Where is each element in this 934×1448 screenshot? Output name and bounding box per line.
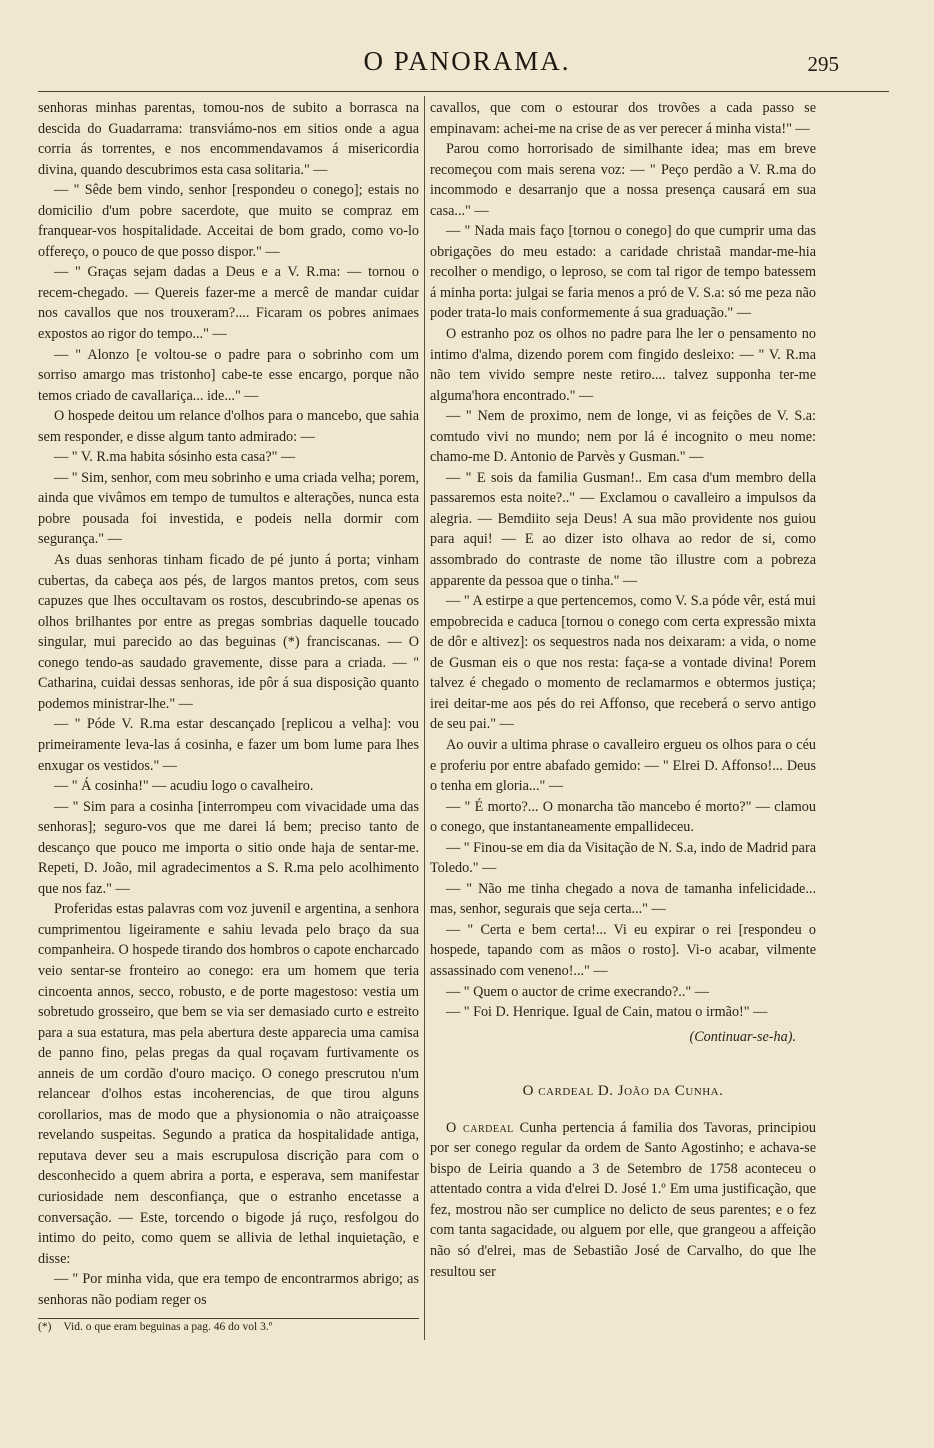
paragraph: — " Alonzo [e voltou-se o padre para o sobrinho com um sorriso amargo mas tristonho] cabe-te esse encargo, porque não temos criado de cavallariça... ide..." — — [38, 346, 419, 404]
paragraph: cavallos, que com o estourar dos trovões a cada passo se empinavam: achei-me na crise de as ver perecer á minha vista!" — — [430, 100, 816, 137]
paragraph: O estranho poz os olhos no padre para lhe ler o pensamento no intimo d'alma, dizendo porem com fingido desleixo: — " V. R.ma não tem vivido sempre neste retiro.... talvez supponha ter-me alguma'hora encontrado." — — [430, 326, 816, 404]
paragraph: — " Quem o auctor de crime execrando?.." — — [446, 983, 709, 1000]
paragraph: — " A estirpe a que pertencemos, como V. S.a póde vêr, está mui empobrecida e caduca [tornou o conego com certa expressão mixta de dôr e altivez]: os sequestros nada nos deixaram: a vida, o nome de Gusman eis o que nos resta: faça-se a vontade divina! Porem talvez é chegado o momento de reclamarmos e obtermos justiça; irei deitar-me aos pés do rei Affonso, que receberá o servo antigo de seu pai." — — [430, 593, 816, 733]
article-title-prefix: O cardeal — [522, 1083, 594, 1100]
paragraph: — " V. R.ma habita sósinho esta casa?" — — [54, 449, 296, 466]
left-column — [38, 98, 419, 1310]
footnote-mark: (*) — [38, 1321, 52, 1333]
paragraph: Ao ouvir a ultima phrase o cavalleiro ergueu os olhos para o céu e proferiu por entre abafado gemido: — " Elrei D. Affonso!... Deus o tenha em gloria..." — — [430, 736, 816, 795]
page-number: 295 — [807, 52, 839, 76]
paragraph: — " Não me tinha chegado a nova de tamanha infelicidade... mas, senhor, segurais que seja certa..." — — [430, 880, 816, 918]
article-paragraph — [430, 1118, 816, 1282]
paragraph: — " Por minha vida, que era tempo de encontrarmos abrigo; as senhoras não podiam reger os — [38, 1271, 419, 1308]
paragraph: — " Sim, senhor, com meu sobrinho e uma criada velha; porem, ainda que vivâmos em tempo de tumultos e alterações, nunca esta pobre pousada foi investida, e podeis nella dormir com segurança." — — [38, 469, 419, 548]
paragraph: Proferidas estas palavras com voz juvenil e argentina, a senhora cumprimentou ligeiramente e sahiu levada pelo braço da sua companheira. O hospede tirando dos hombros o capote encharcado veio sentar-se fronteiro ao conego: era um homem que teria cincoenta annos, secco, robusto, e de porte magestoso: vestia um sobretudo grosseiro, que bem se via ser demasiado curto e estreito para a sua estatura, mas pela abertura deste apparecia uma camisa de panno fino, pelas pregas da qual roçavam furtivamente os anneis de um cordão d'ouro maciço. O conego prescrutou n'um relancear d'olhos estas incoherencias, de que tirou alguns corollarios, mas de modo que a physionomia o não atraiçoasse revelando suspeitas. Segundo a pratica da hospitalidade antiga, reputava dever seu a mais escrupulosa discrição para com o desconhecido a quem abrira a porta, e esperava, sem manifestar curiosidade nem desconfiança, que o estranho encetasse a conversação. — Este, torcendo o bigode já ruço, resfolgou do intimo do peito, como quem se allivia de lethal inquietação, e disse: — [38, 901, 419, 1267]
article-title-name: D. João da Cunha. — [597, 1083, 724, 1100]
paragraph: — " Nem de proximo, nem de longe, vi as feições de V. S.a: comtudo vivi no mundo; nem por lá é incognito o meu nome: chamo-me D. Antonio de Parvès y Gusman." — — [430, 408, 816, 466]
right-column — [430, 98, 816, 1282]
paragraph: — " Sim para a cosinha [interrompeu com vivacidade uma das senhoras]; seguro-vos que me darei lá bem; preciso tanto de descanço que pouco me importa o sitio onde haja de sentar-me. Repeti, D. João, mil agradecimentos a S. R.ma pelo acolhimento que nos faz." — — [38, 798, 419, 897]
article-title — [430, 1081, 816, 1102]
paragraph: — " Nada mais faço [tornou o conego] do que cumprir uma das obrigações do meu estado: a caridade christaã mandar-me-hia recolher o mendigo, o leproso, se com tal rigor de tempo batessem á minha porta: julgai se faria menos a pró de V. S.a: só me peza não poder trata-lo mais conformemente á sua graduação." — — [430, 223, 816, 322]
paragraph: — " Á cosinha!" — acudiu logo o cavalheiro. — [54, 778, 314, 795]
footnote-text: Vid. o que eram beguinas a pag. 46 do vol 3.º — [63, 1321, 273, 1333]
continuation-note: (Continuar-se-ha). — [689, 1028, 796, 1045]
paragraph: — " E sois da familia Gusman!.. Em casa d'um membro della passaremos esta noite?.." — Exclamou o cavalleiro a impulsos da alegria. — Bemdiito seja Deus! A sua mão providente nos guiou para aqui! — E ao dizer isto olhava ao redor de si, como assombrado do contraste de nome tão illustre com a pobreza apparente da pessoa que o tinha." — — [430, 469, 816, 589]
article-intro: O cardeal — [446, 1119, 514, 1136]
column-divider — [424, 96, 425, 1340]
header-rule — [38, 91, 889, 92]
paragraph: senhoras minhas parentas, tomou-nos de subito a borrasca na descida do Guadarrama: transviámo-nos em sitios onde a agua corria ás torrentes, e nos encommendavamos á misericordia divina, quando descubrimos esta casa solitaria." — — [38, 100, 419, 178]
paragraph: — " Sêde bem vindo, senhor [respondeu o conego]; estais no domicilio d'um pobre sacerdote, que muito se compraz em franquear-vos hospitalidade. Acceitai de bom grado, como vo-lo offereço, o pouco de que posso dispor." — — [38, 182, 419, 260]
paragraph: O hospede deitou um relance d'olhos para o mancebo, que sahia sem responder, e disse algum tanto admirado: — — [38, 408, 419, 445]
paragraph: — " É morto?... O monarcha tão mancebo é morto?" — clamou o conego, que instantaneamente empallideceu. — [430, 798, 816, 836]
paragraph: — " Póde V. R.ma estar descançado [replicou a velha]: vou primeiramente leva-las á cosinha, e fazer um bom lume para lhes enxugar os vestidos." — — [38, 716, 419, 774]
paragraph: — " Graças sejam dadas a Deus e a V. R.ma: — tornou o recem-chegado. — Quereis fazer-me a mercê de mandar cuidar nos cavallos que nos trouxeram?.... Ficaram os pobres animaes expostos ao rigor do tempo..." — — [38, 264, 419, 343]
paragraph: As duas senhoras tinham ficado de pé junto á porta; vinham cubertas, da cabeça aos pés, de largos mantos pretos, com seus capuzes que lhes occultavam os rostos, descubrindo-se apenas os olhos brilhantes por entre as pregas sombrias daquelle toucado singular, mui parecido ao das beguinas (*) franciscanas. — O conego tendo-as saudado gravemente, disse para a criada. — " Catharina, cuidai dessas senhoras, ide pôr á sua disposição quanto podemos ministrar-lhe." — — [38, 552, 419, 712]
footnote — [38, 1320, 419, 1335]
footnote-rule — [38, 1318, 419, 1319]
running-title: O PANORAMA. — [363, 46, 571, 76]
paragraph: — " Foi D. Henrique. Igual de Cain, matou o irmão!" — — [446, 1004, 768, 1021]
paragraph: — " Finou-se em dia da Visitação de N. S.a, indo de Madrid para Toledo." — — [430, 839, 816, 877]
paragraph: — " Certa e bem certa!... Vi eu expirar o rei [respondeu o hospede, tapando com as mãos o rosto]. Vi-o acabar, vilmente assassinado com veneno!..." — — [430, 921, 816, 979]
paragraph: Parou como horrorisado de similhante idea; mas em breve recomeçou com mais serena voz: — " Peço perdão a V. R.ma do incommodo e desarranjo que a nossa presença causará em sua casa..." — — [430, 141, 816, 219]
article-body: Cunha pertencia á familia dos Tavoras, principiou por ser conego regular da ordem de Santo Agostinho; e achava-se bispo de Leiria quando a 3 de Setembro de 1758 aconteceu o attentado contra a vida d'elrei D. José 1.º Em uma justificação, que fez, mostrou não ser cumplice no delicto de seus parentes; e o fez com tanta sagacidade, ou alguem por elle, que grangeou a affeição não só d'elrei, mas de Sebastião José de Carvalho, do que lhe resultou ser — [430, 1119, 816, 1280]
